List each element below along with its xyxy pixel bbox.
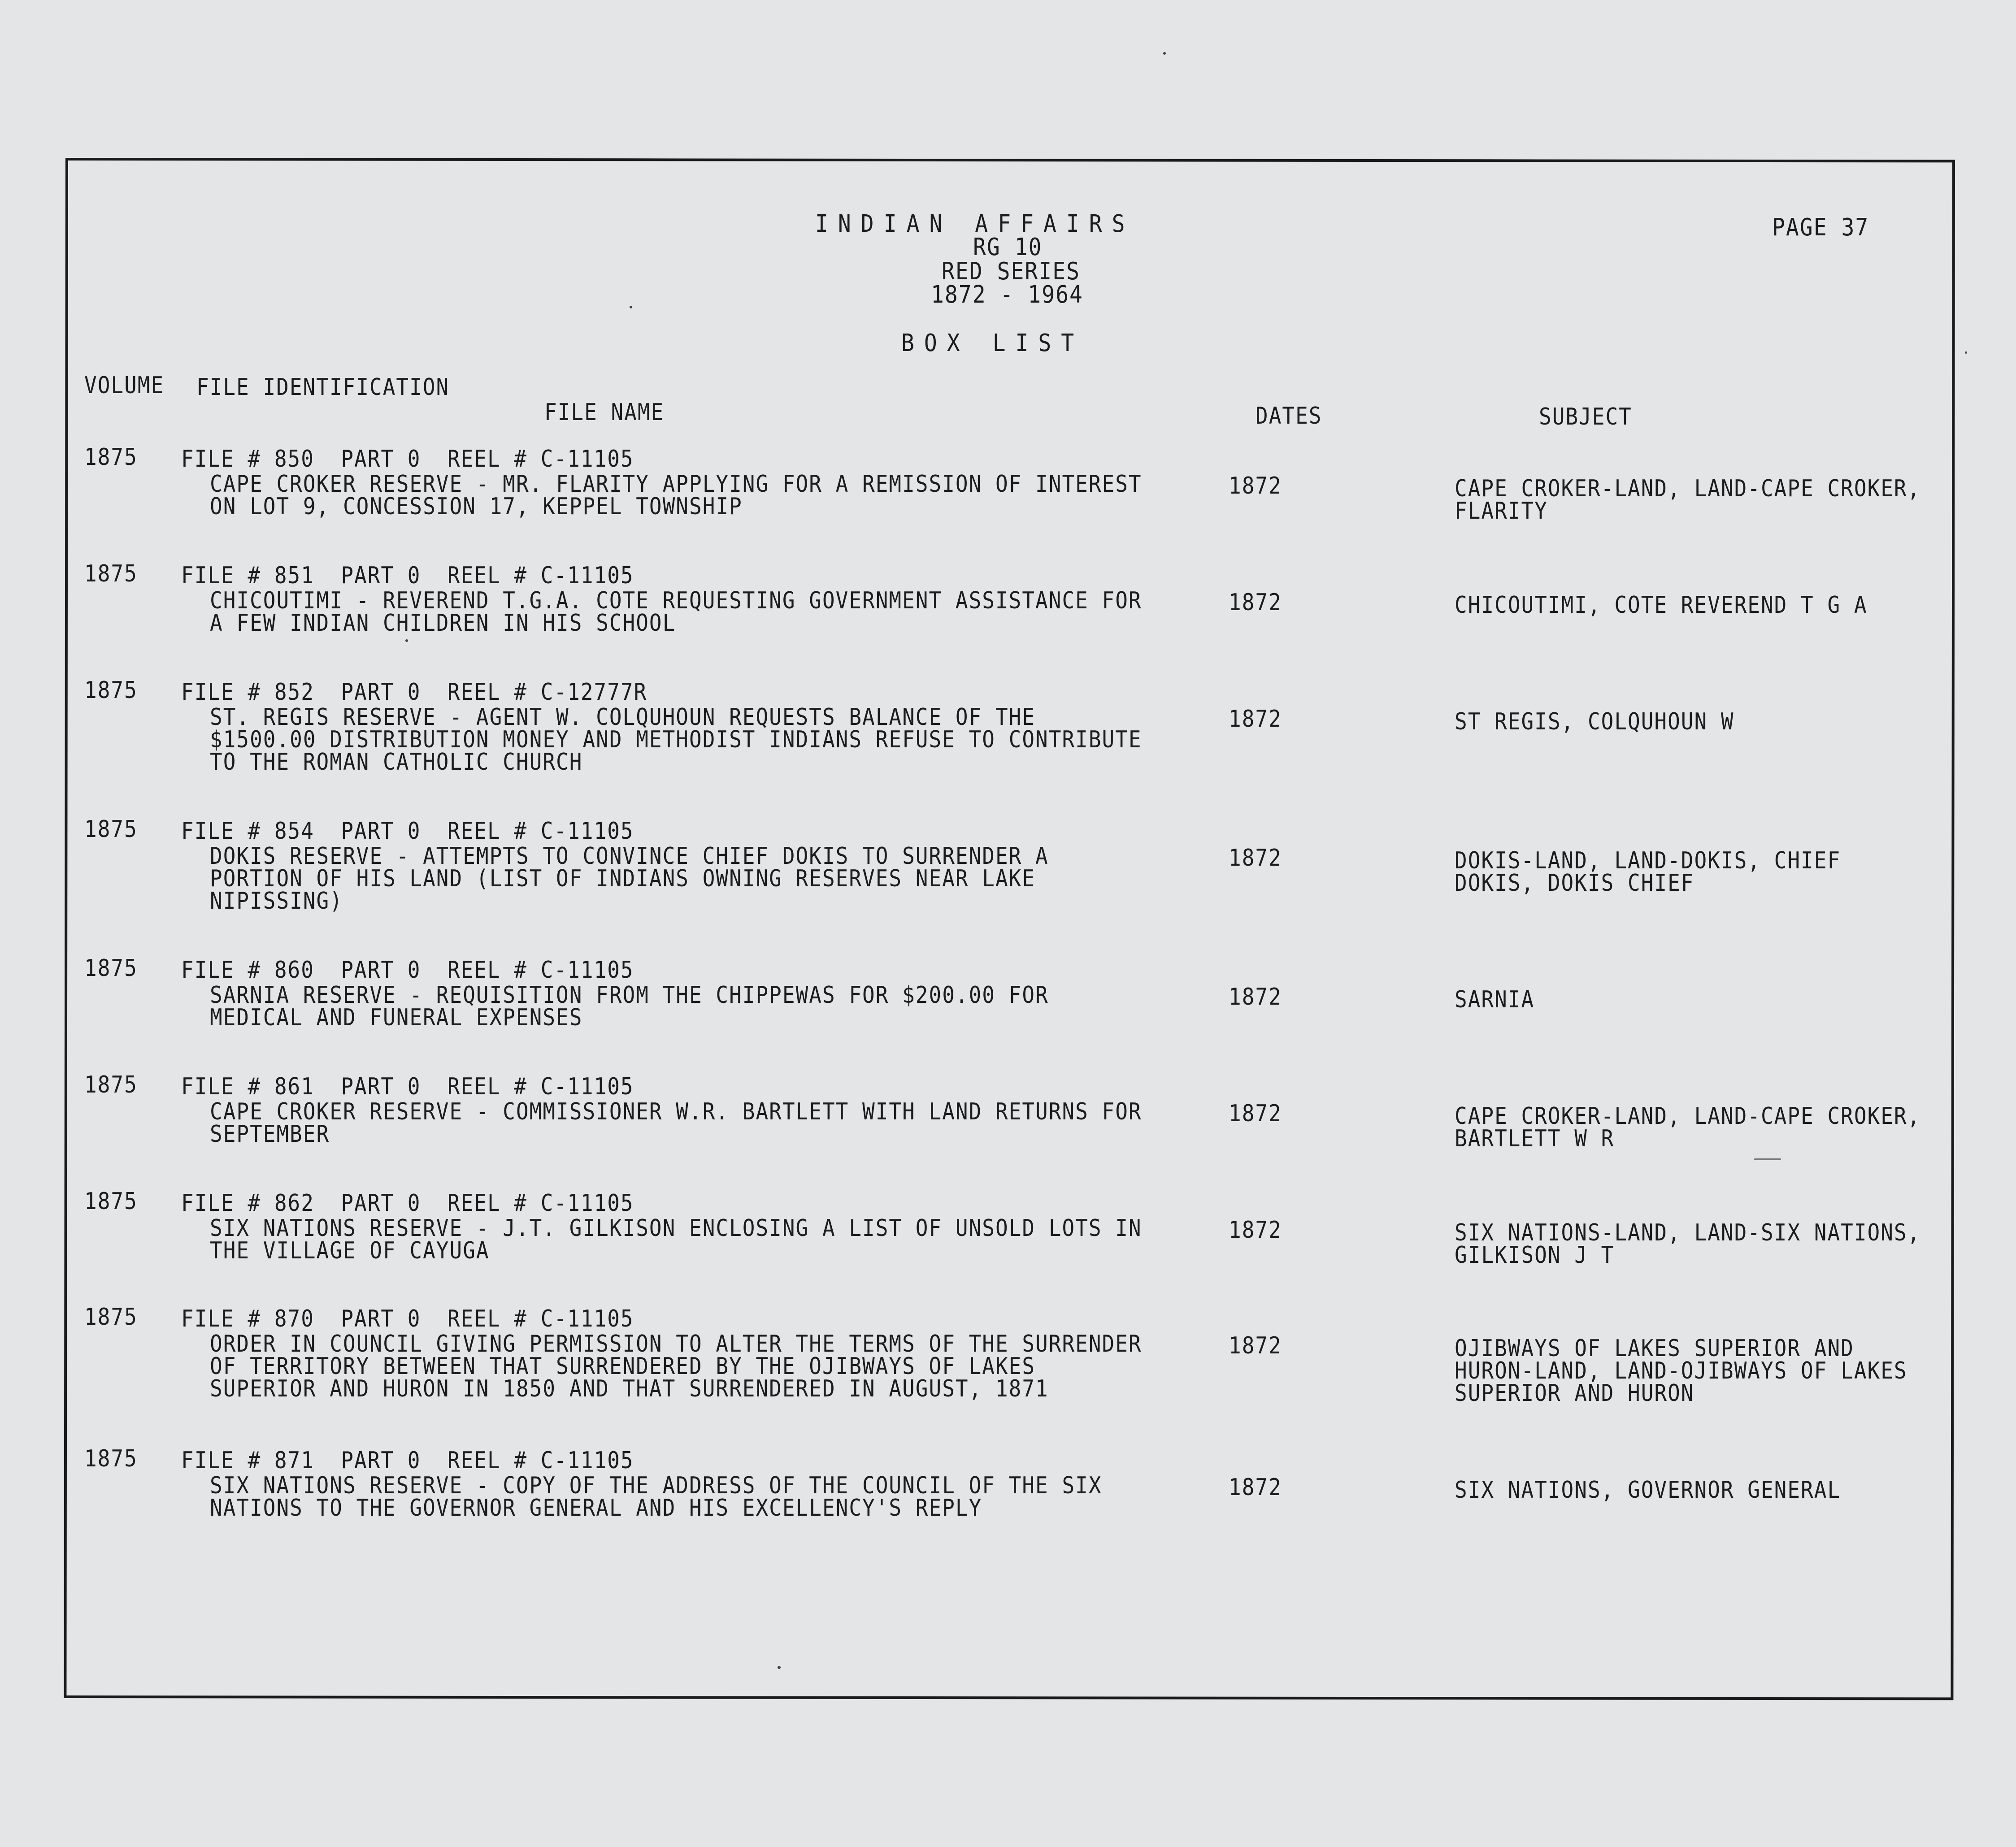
scan-speck — [1754, 1158, 1781, 1160]
entry-subject-line: DOKIS-LAND, LAND-DOKIS, CHIEF — [1455, 846, 1841, 874]
entry-file-name-line: THE VILLAGE OF CAYUGA — [210, 1236, 490, 1264]
entry-subject-line: CAPE CROKER-LAND, LAND-CAPE CROKER, — [1455, 474, 1921, 502]
entry-subject-line: SARNIA — [1455, 985, 1535, 1013]
record-group: RG 10 — [973, 233, 1043, 261]
column-dates: DATES — [1256, 402, 1322, 429]
entry-dates: 1872 — [1229, 1473, 1282, 1501]
entry-file-name-line: MEDICAL AND FUNERAL EXPENSES — [210, 1003, 583, 1031]
entry-dates: 1872 — [1229, 983, 1282, 1010]
entry-file-name-line: CHICOUTIMI - REVEREND T.G.A. COTE REQUESTING GOVERNMENT ASSISTANCE FOR — [210, 586, 1142, 614]
entry-file-identification: FILE # 861 PART 0 REEL # C-11105 — [181, 1072, 634, 1100]
column-file-identification: FILE IDENTIFICATION — [196, 373, 450, 401]
entry-file-name-line: $1500.00 DISTRIBUTION MONEY AND METHODIST INDIANS REFUSE TO CONTRIBUTE — [210, 725, 1142, 753]
entry-file-name-line: NATIONS TO THE GOVERNOR GENERAL AND HIS EXCELLENCY'S REPLY — [210, 1494, 982, 1522]
entry-subject-line: DOKIS, DOKIS CHIEF — [1455, 869, 1694, 897]
entry-volume: 1875 — [84, 1303, 138, 1331]
entry-file-name-line: SEPTEMBER — [210, 1120, 330, 1148]
entry-volume: 1875 — [84, 1187, 138, 1215]
entry-file-name-line: TO THE ROMAN CATHOLIC CHURCH — [210, 748, 583, 776]
entry-dates: 1872 — [1229, 705, 1282, 733]
entry-file-name-line: ON LOT 9, CONCESSION 17, KEPPEL TOWNSHIP — [210, 492, 743, 520]
entry-file-name-line: PORTION OF HIS LAND (LIST OF INDIANS OWNING RESERVES NEAR LAKE — [210, 864, 1036, 892]
entry-file-identification: FILE # 854 PART 0 REEL # C-11105 — [181, 817, 634, 845]
entry-file-identification: FILE # 860 PART 0 REEL # C-11105 — [181, 956, 634, 984]
entry-file-identification: FILE # 851 PART 0 REEL # C-11105 — [181, 561, 634, 589]
entry-dates: 1872 — [1229, 1099, 1282, 1127]
entry-subject-line: SIX NATIONS-LAND, LAND-SIX NATIONS, — [1455, 1218, 1921, 1246]
entry-file-name-line: A FEW INDIAN CHILDREN IN HIS SCHOOL — [210, 609, 676, 637]
entry-subject-line: BARTLETT W R — [1455, 1124, 1615, 1152]
series-title: RED SERIES — [942, 257, 1080, 286]
column-volume: VOLUME — [84, 371, 165, 399]
entry-subject-line: SIX NATIONS, GOVERNOR GENERAL — [1455, 1476, 1841, 1504]
entry-file-name-line: DOKIS RESERVE - ATTEMPTS TO CONVINCE CHIEF DOKIS TO SURRENDER A — [210, 842, 1049, 870]
entry-volume: 1875 — [84, 954, 138, 982]
scan-speck — [405, 639, 408, 642]
page-number: PAGE 37 — [1772, 213, 1869, 242]
entry-volume: 1875 — [84, 443, 138, 471]
entry-file-name-line: CAPE CROKER RESERVE - MR. FLARITY APPLYING FOR A REMISSION OF INTEREST — [210, 470, 1142, 498]
entry-volume: 1875 — [84, 676, 138, 704]
entry-dates: 1872 — [1229, 844, 1282, 871]
entry-subject-line: OJIBWAYS OF LAKES SUPERIOR AND — [1455, 1334, 1854, 1362]
entry-file-name-line: CAPE CROKER RESERVE - COMMISSIONER W.R. BARTLETT WITH LAND RETURNS FOR — [210, 1097, 1142, 1125]
entry-file-identification: FILE # 870 PART 0 REEL # C-11105 — [181, 1305, 634, 1332]
year-range: 1872 - 1964 — [931, 280, 1083, 309]
entry-volume: 1875 — [84, 1071, 138, 1098]
entry-volume: 1875 — [84, 559, 138, 587]
entry-volume: 1875 — [84, 1444, 138, 1472]
column-subject: SUBJECT — [1539, 403, 1632, 430]
entry-dates: 1872 — [1229, 1216, 1282, 1244]
entry-volume: 1875 — [84, 815, 138, 843]
entry-file-name-line: ST. REGIS RESERVE - AGENT W. COLQUHOUN REQUESTS BALANCE OF THE — [210, 703, 1036, 731]
entry-file-name-line: SIX NATIONS RESERVE - COPY OF THE ADDRESS OF THE COUNCIL OF THE SIX — [210, 1471, 1102, 1499]
scan-speck — [1163, 52, 1166, 55]
entry-file-name-line: NIPISSING) — [210, 887, 343, 915]
entry-file-name-line: SARNIA RESERVE - REQUISITION FROM THE CHIPPEWAS FOR $200.00 FOR — [210, 981, 1049, 1009]
scan-speck — [630, 306, 632, 308]
entry-file-identification: FILE # 850 PART 0 REEL # C-11105 — [181, 445, 634, 473]
entry-file-name-line: OF TERRITORY BETWEEN THAT SURRENDERED BY THE OJIBWAYS OF LAKES — [210, 1352, 1036, 1380]
entry-file-identification: FILE # 871 PART 0 REEL # C-11105 — [181, 1446, 634, 1474]
entry-subject-line: SUPERIOR AND HURON — [1455, 1379, 1694, 1407]
scan-speck — [1965, 351, 1967, 354]
entry-subject-line: HURON-LAND, LAND-OJIBWAYS OF LAKES — [1455, 1357, 1907, 1384]
column-file-name: FILE NAME — [544, 398, 665, 426]
entry-subject-line: CAPE CROKER-LAND, LAND-CAPE CROKER, — [1455, 1102, 1921, 1130]
box-list-title: BOX LIST — [901, 329, 1084, 357]
entry-subject-line: GILKISON J T — [1455, 1241, 1615, 1269]
entry-file-name-line: ORDER IN COUNCIL GIVING PERMISSION TO ALTER THE TERMS OF THE SURRENDER — [210, 1330, 1142, 1357]
entry-dates: 1872 — [1229, 1331, 1282, 1359]
entry-file-name-line: SIX NATIONS RESERVE - J.T. GILKISON ENCLOSING A LIST OF UNSOLD LOTS IN — [210, 1214, 1142, 1242]
scan-speck — [778, 1666, 781, 1669]
entry-subject-line: CHICOUTIMI, COTE REVEREND T G A — [1455, 591, 1868, 619]
entry-dates: 1872 — [1229, 472, 1282, 499]
department-title: INDIAN AFFAIRS — [815, 209, 1135, 238]
entry-file-identification: FILE # 862 PART 0 REEL # C-11105 — [181, 1189, 634, 1217]
entry-subject-line: FLARITY — [1455, 497, 1548, 525]
entry-file-identification: FILE # 852 PART 0 REEL # C-12777R — [181, 678, 647, 706]
entry-dates: 1872 — [1229, 588, 1282, 616]
entry-subject-line: ST REGIS, COLQUHOUN W — [1455, 707, 1734, 735]
entry-file-name-line: SUPERIOR AND HURON IN 1850 AND THAT SURRENDERED IN AUGUST, 1871 — [210, 1374, 1049, 1402]
